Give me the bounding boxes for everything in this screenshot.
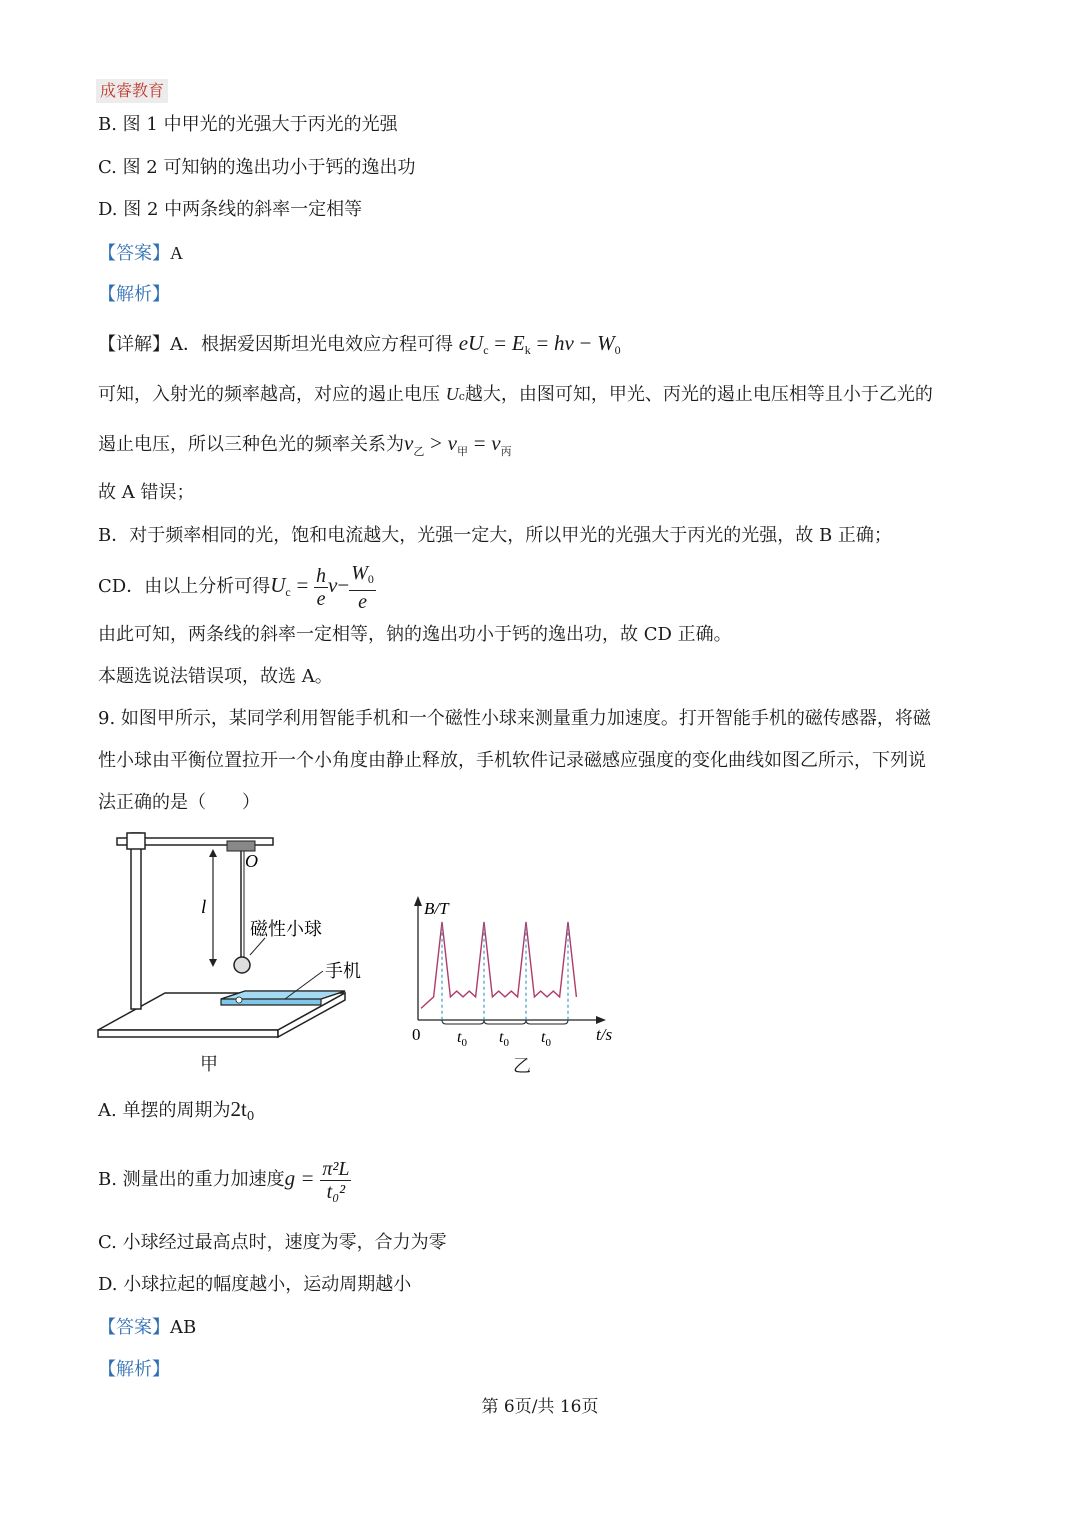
detail-line-1: 【详解】A．根据爱因斯坦光电效应方程可得 $eU_c = E_k = h\nu - W_0$: [98, 331, 621, 357]
x-axis-label: t/s: [596, 1025, 613, 1044]
analysis-1-tag: 【解析】: [98, 284, 170, 305]
pivot-clamp: [227, 841, 255, 851]
label-ball: 磁性小球: [250, 919, 322, 939]
b-curve: [421, 922, 576, 1008]
conclusion-a: 故 A 错误；: [98, 482, 195, 503]
conclusion-all: 本题选说法错误项，故选 A。: [98, 666, 333, 687]
analysis-2-tag: 【解析】: [98, 1359, 170, 1380]
option-b: B. 测量出的重力加速度g = $\frac{\text{π²L}}{\text{t₀²}}$: [98, 1157, 350, 1203]
explain-b: B．对于频率相同的光，饱和电流越大，光强一定大，所以甲光的光强大于丙光的光强，故 B 正确；: [98, 525, 892, 546]
option-a: A. 单摆的周期为$2t_0$: [98, 1097, 255, 1123]
explain-cd: CD．由以上分析可得$U_c$ = $\frac{h}{e}$ ν− $\frac{W_0}{e}$: [98, 561, 374, 613]
answer-tag: 【答案】: [98, 243, 170, 264]
question-9-line-1: 9. 如图甲所示，某同学利用智能手机和一个磁性小球来测量重力加速度。打开智能手机的磁传感器，将磁: [98, 708, 931, 729]
answer-1: [98, 240, 183, 267]
x-tick-label-2: $t_0$: [499, 1029, 509, 1049]
detail-line-2: 可知，入射光的频率越高，对应的遏止电压 Uc越大，由图可知，甲光、丙光的遏止电压相等且小于乙光的: [98, 384, 933, 405]
label-O: O: [245, 851, 258, 871]
caption-yi: 乙: [513, 1056, 531, 1077]
x-tick-label-3: $t_0$: [541, 1029, 551, 1049]
question-9-line-3: 法正确的是（ ）: [98, 792, 260, 813]
stand-pole: [131, 833, 141, 1009]
label-phone: 手机: [325, 961, 361, 981]
magnetic-ball: [234, 957, 250, 973]
option-d-prev: D. 图 2 中两条线的斜率一定相等: [98, 199, 363, 220]
question-9-line-2: 性小球由平衡位置拉开一个小角度由静止释放，手机软件记录磁感应强度的变化曲线如图乙所示，下列说: [98, 750, 926, 771]
origin-label: 0: [412, 1025, 421, 1044]
option-c: C. 小球经过最高点时，速度为零，合力为零: [98, 1232, 447, 1253]
option-b-prev: B. 图 1 中甲光的光强大于丙光的光强: [98, 114, 398, 135]
y-axis-label: B/T: [424, 899, 449, 918]
label-l: l: [201, 897, 207, 918]
option-c-prev: C. 图 2 可知钠的逸出功小于钙的逸出功: [98, 157, 416, 178]
page-footer: 第 6页/共 16页: [481, 1397, 599, 1417]
caption-jia: 甲: [200, 1054, 218, 1075]
figure-pendulum: [95, 825, 385, 1080]
answer-value: A: [170, 243, 183, 263]
detail-line-3: 遏止电压，所以三种色光的频率关系为$\nu_乙 > \nu_甲 = \nu_丙$: [98, 431, 512, 458]
watermark: 成睿教育: [96, 79, 168, 103]
option-d: D. 小球拉起的幅度越小，运动周期越小: [98, 1274, 412, 1295]
explain-cd-2: 由此可知，两条线的斜率一定相等，钠的逸出功小于钙的逸出功，故 CD 正确。: [98, 624, 732, 645]
answer-2: 【答案】AB: [98, 1317, 197, 1338]
stand-base-edge: [98, 1030, 278, 1037]
figure-b-t-graph: [400, 890, 625, 1050]
x-tick-label-1: $t_0$: [457, 1029, 467, 1049]
